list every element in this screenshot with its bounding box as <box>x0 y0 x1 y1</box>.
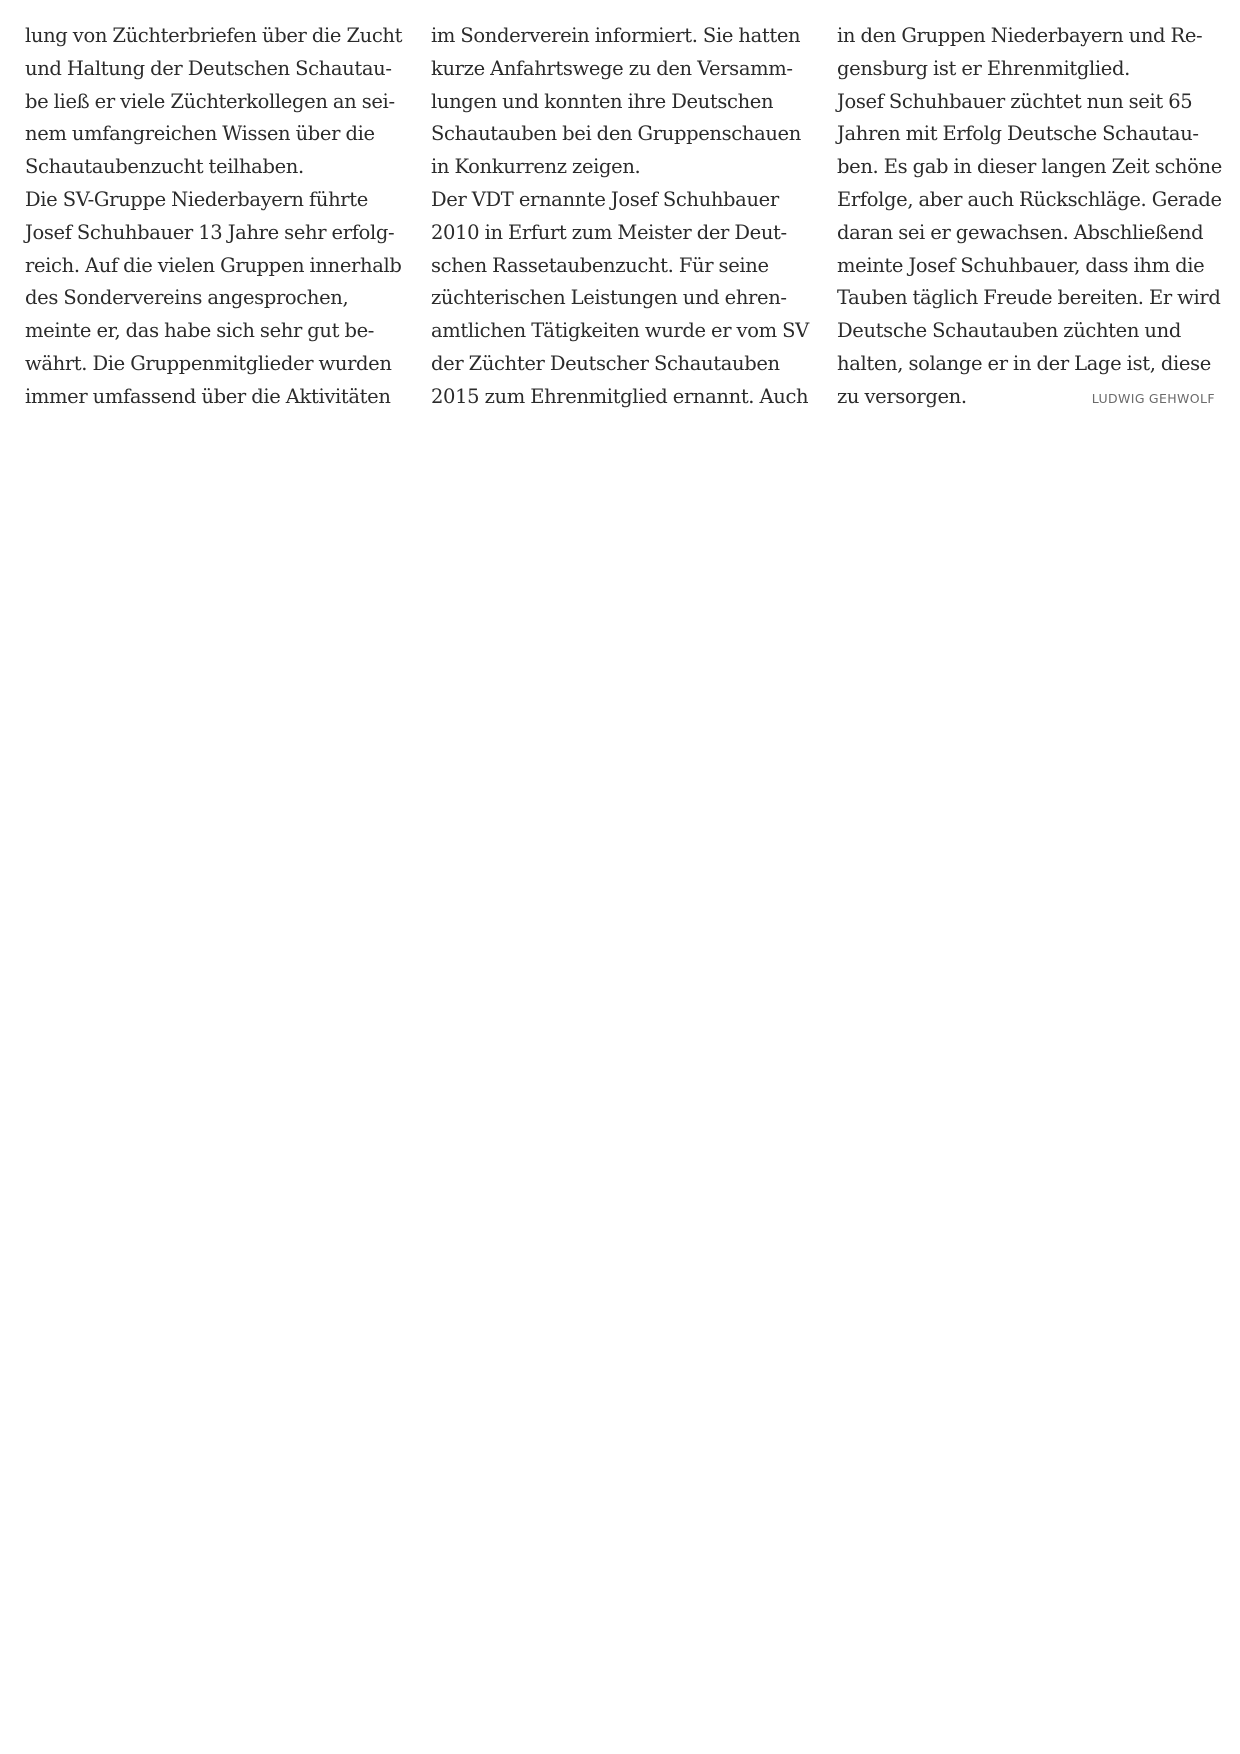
text-line: Deutsche Schautauben züchten und <box>837 319 1181 343</box>
text-line: schen Rassetaubenzucht. Für seine <box>431 253 769 277</box>
text-line: Schautaubenzucht teilhaben. <box>25 155 304 179</box>
text-line: nem umfangreichen Wissen über die <box>25 122 375 146</box>
text-line: und Haltung der Deutschen Schautau- <box>25 56 392 80</box>
text-line: lung von Züchterbriefen über die Zucht <box>25 24 403 47</box>
article-column-3 <box>837 20 1222 416</box>
text-line: Die SV-Gruppe Niederbayern führte <box>25 187 368 211</box>
text-line: 2010 in Erfurt zum Meister der Deut- <box>431 220 787 244</box>
text-line: in den Gruppen Niederbayern und Re- <box>837 24 1203 47</box>
text-line: Der VDT ernannte Josef Schuhbauer <box>431 187 779 211</box>
text-line: im Sonderverein informiert. Sie hatten <box>431 24 801 47</box>
text-line: währt. Die Gruppenmitglieder wurden <box>25 351 392 375</box>
text-line: meinte Josef Schuhbauer, dass ihm die <box>837 253 1205 277</box>
text-line: reich. Auf die vielen Gruppen innerhalb <box>25 253 402 277</box>
text-line: halten, solange er in der Lage ist, diese <box>837 351 1211 375</box>
text-line: amtlichen Tätigkeiten wurde er vom SV <box>431 319 809 343</box>
text-line: Schautauben bei den Gruppenschauen <box>431 122 801 146</box>
text-line: kurze Anfahrtswege zu den Versamm- <box>431 56 793 80</box>
article-column-1 <box>25 20 403 414</box>
text-line: lungen und konnten ihre Deutschen <box>431 89 774 113</box>
author-byline: LUDWIG GEHWOLF <box>1091 390 1215 406</box>
text-line: immer umfassend über die Aktivitäten <box>25 384 391 408</box>
text-line: Josef Schuhbauer züchtet nun seit 65 <box>837 89 1193 113</box>
text-line: 2015 zum Ehrenmitglied ernannt. Auch <box>431 384 809 408</box>
article-column-2 <box>431 20 809 414</box>
text-line: züchterischen Leistungen und ehren- <box>431 286 787 310</box>
text-line: zu versorgen. <box>837 384 967 408</box>
text-line: in Konkurrenz zeigen. <box>431 155 641 179</box>
closing-line <box>837 381 1215 416</box>
text-line: des Sondervereins angesprochen, <box>25 286 349 310</box>
text-line: gensburg ist er Ehrenmitglied. <box>837 56 1130 80</box>
text-line: be ließ er viele Züchterkollegen an sei- <box>25 89 395 113</box>
text-line: Erfolge, aber auch Rückschläge. Gerade <box>837 187 1222 211</box>
text-line: der Züchter Deutscher Schautauben <box>431 351 780 375</box>
text-line: daran sei er gewachsen. Abschließend <box>837 220 1204 244</box>
text-line: meinte er, das habe sich sehr gut be- <box>25 319 375 343</box>
text-line: ben. Es gab in dieser langen Zeit schöne <box>837 155 1222 179</box>
text-line: Josef Schuhbauer 13 Jahre sehr erfolg- <box>25 220 395 244</box>
text-line: Tauben täglich Freude bereiten. Er wird <box>837 286 1221 310</box>
text-line: Jahren mit Erfolg Deutsche Schautau- <box>837 122 1199 146</box>
